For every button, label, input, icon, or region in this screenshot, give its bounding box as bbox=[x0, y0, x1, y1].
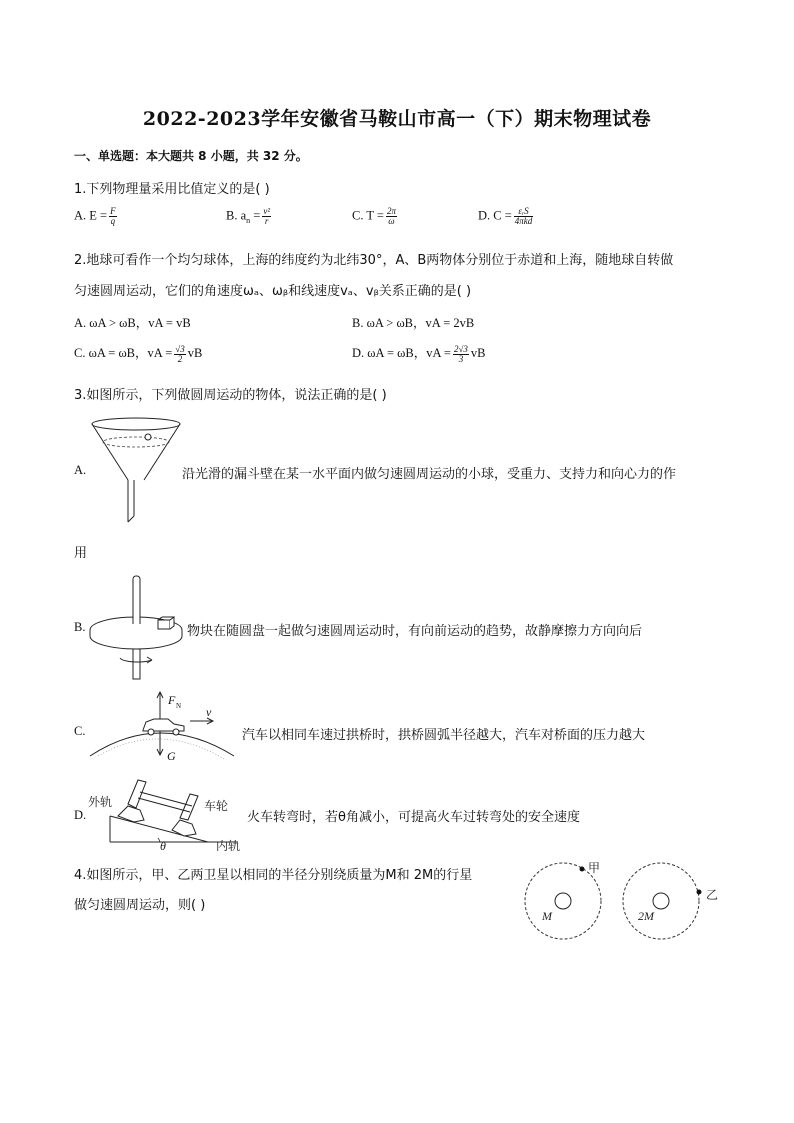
q2-stem-line1: 2.地球可看作一个均匀球体，上海的纬度约为北纬30°，A、B两物体分别位于赤道和上海，随地球自转做 bbox=[74, 253, 674, 268]
planet-2m-label: 2M bbox=[638, 909, 654, 923]
q3-b-text: 物块在随圆盘一起做匀速圆周运动时，有向前运动的趋势，故静摩擦力方向向后 bbox=[187, 624, 643, 639]
q2-c-suffix: vB bbox=[187, 346, 203, 360]
wheel-label: 车轮 bbox=[204, 799, 229, 813]
q4-stem-line1: 4.如图所示，甲、乙两卫星以相同的半径分别绕质量为M和 2M的行星 bbox=[74, 868, 473, 883]
q1-b-prefix: B. a bbox=[226, 208, 247, 223]
rotating-disc-figure bbox=[88, 574, 188, 682]
q1-stem: 1.下列物理量采用比值定义的是( ) bbox=[74, 182, 270, 197]
q1-d-num: εᵣS bbox=[514, 207, 534, 217]
q1-b-den: r bbox=[264, 216, 269, 226]
train-curve-figure bbox=[88, 770, 248, 852]
q1-c-prefix: C. T = bbox=[352, 208, 384, 223]
q2-d-prefix: D. ωA = ωB，vA = bbox=[352, 346, 451, 360]
q2-option-b: B. ωA > ωB，vA = 2vB bbox=[352, 316, 475, 330]
q2-stem-line2: 匀速圆周运动，它们的角速度ωₐ、ωᵦ和线速度vₐ、vᵦ关系正确的是( ) bbox=[74, 284, 472, 299]
q1-b-sub: n bbox=[246, 215, 251, 225]
q2-c-den: 2 bbox=[177, 353, 183, 364]
outer-rail-label: 外轨 bbox=[88, 795, 113, 809]
theta-label: θ bbox=[160, 839, 166, 853]
q3-b-label: B. bbox=[74, 620, 86, 634]
arch-bridge-figure bbox=[88, 690, 238, 770]
planet-m-label: M bbox=[542, 909, 552, 923]
satellite-orbits-figure bbox=[520, 858, 740, 940]
q3-c-text: 汽车以相同车速过拱桥时，拱桥圆弧半径越大，汽车对桥面的压力越大 bbox=[242, 728, 646, 743]
q2-d-den: 3 bbox=[458, 353, 464, 364]
satellite-jia-label: 甲 bbox=[588, 861, 601, 875]
q2-d-suffix: vB bbox=[470, 346, 486, 360]
q3-d-text: 火车转弯时，若θ角减小，可提高火车过转弯处的安全速度 bbox=[247, 810, 580, 825]
gravity-label: G bbox=[167, 749, 176, 763]
q3-a-text-cont: 用 bbox=[74, 546, 88, 561]
q2-c-num: √3 bbox=[175, 343, 185, 354]
section-heading: 一、单选题：本大题共 8 小题，共 32 分。 bbox=[74, 149, 308, 163]
q2-option-c bbox=[74, 343, 202, 364]
q2-option-a: A. ωA > ωB，vA = vB bbox=[74, 316, 191, 330]
q1-d-den: 4πkd bbox=[514, 216, 533, 226]
q3-stem: 3.如图所示，下列做圆周运动的物体，说法正确的是( ) bbox=[74, 388, 387, 403]
page-title: 2022-2023学年安徽省马鞍山市高一（下）期末物理试卷 bbox=[142, 108, 652, 130]
normal-force-sub: N bbox=[176, 702, 182, 710]
q3-c-label: C. bbox=[74, 724, 86, 738]
normal-force-label: F bbox=[168, 693, 176, 707]
q1-d-prefix: D. C = bbox=[478, 208, 512, 223]
q1-b-num: v² bbox=[263, 206, 271, 216]
q1-c-den: ω bbox=[388, 216, 395, 226]
q1-a-den: q bbox=[110, 216, 116, 226]
q3-a-text: 沿光滑的漏斗壁在某一水平面内做匀速圆周运动的小球，受重力、支持力和向心力的作 bbox=[182, 467, 677, 482]
q1-c-num: 2π bbox=[386, 206, 396, 216]
q2-d-num: 2√3 bbox=[453, 343, 468, 354]
funnel-figure bbox=[88, 416, 184, 524]
q1-b-eq: = bbox=[250, 208, 261, 223]
q2-c-prefix: C. ωA = ωB，vA = bbox=[74, 346, 173, 360]
q4-stem-line2: 做匀速圆周运动，则( ) bbox=[74, 898, 206, 913]
q1-a-prefix: A. E = bbox=[74, 208, 108, 223]
q2-option-d bbox=[352, 343, 486, 364]
q3-d-label: D. bbox=[74, 808, 87, 822]
q1-option-d bbox=[478, 207, 535, 226]
velocity-label: v bbox=[206, 705, 212, 719]
q1-a-num: F bbox=[110, 206, 116, 216]
q3-a-label: A. bbox=[74, 463, 87, 477]
satellite-yi-label: 乙 bbox=[706, 888, 719, 902]
q1-option-c bbox=[352, 207, 399, 226]
q1-option-b bbox=[226, 207, 273, 226]
inner-rail-label: 内轨 bbox=[216, 839, 241, 853]
q1-option-a bbox=[74, 207, 119, 226]
